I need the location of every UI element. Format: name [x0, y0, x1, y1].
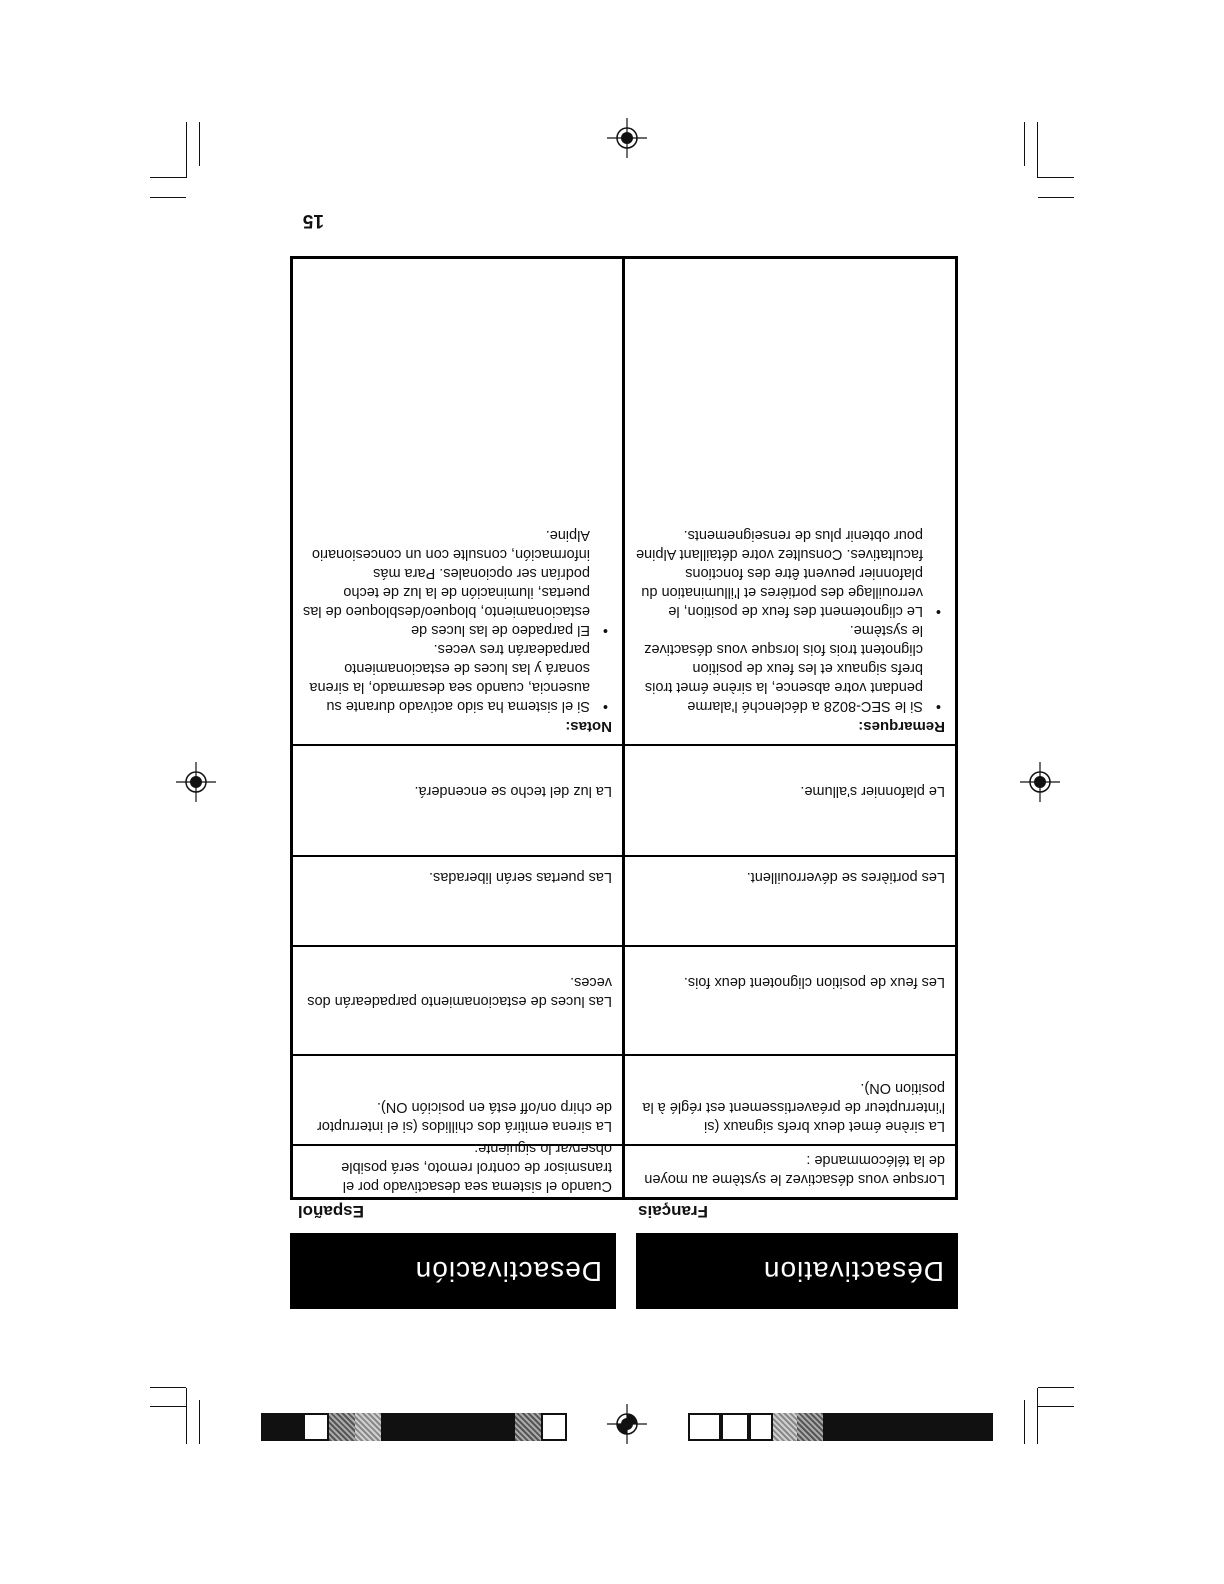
crop-mark [186, 122, 187, 178]
bullet-icon: • [935, 603, 941, 619]
row-text: Le plafonnier s'allume. [800, 783, 945, 799]
intro-text: Lorsque vous désactivez le système au moyen de la télécommande : [644, 1152, 945, 1187]
row-text: Les portières se déverrouillent. [746, 869, 945, 885]
page-number: 15 [302, 210, 324, 231]
table-row [293, 1056, 622, 1144]
note-text: Le clignotement des feux de position, le verrouillage des portières et l'illumination du plafonnier peuvent être des fonctions facultatives. Consultez votre détaillant Alpine pour obtenir plus de renseignements. [636, 527, 923, 619]
table-row [625, 746, 955, 855]
bullet-icon: • [935, 698, 941, 714]
table-row [625, 947, 955, 1054]
instructions-table [290, 256, 958, 1200]
row-text: La luz del techo se encenderá. [414, 783, 612, 799]
row-text: La sirène émet deux brefs signaux (si l'interrupteur de préavertissement est réglé à la position ON). [642, 1080, 945, 1134]
notes-cell [293, 259, 622, 744]
row-text: Las luces de estacionamiento parpadearán dos veces. [307, 974, 612, 1009]
crop-mark [150, 1406, 186, 1407]
notes-heading: Remarques: [858, 718, 945, 735]
section-title-spanish [290, 1233, 616, 1309]
crop-mark [1024, 122, 1025, 166]
table-row [625, 1056, 955, 1144]
list-item [635, 620, 945, 715]
table-row [625, 857, 955, 945]
crop-mark [186, 1388, 187, 1444]
crop-mark [150, 177, 186, 178]
row-text: Les feux de position clignotent deux fois. [683, 974, 945, 990]
crop-mark [199, 1400, 200, 1444]
registration-mark-icon [607, 1404, 647, 1444]
note-text: Si le SEC-8028 a déclenché l'alarme pendant votre absence, la sirène émet trois brefs signaux et les feux de position clignotent trois fois lorsque vous désactivez le système. [644, 622, 923, 714]
list-item [635, 525, 945, 620]
crop-mark [1038, 1387, 1074, 1388]
section-title-french [636, 1233, 958, 1309]
spanish-column [293, 259, 622, 1197]
crop-mark [150, 1387, 186, 1388]
language-label-french: Français [638, 1202, 708, 1221]
color-control-bar [688, 1413, 993, 1441]
list-item [303, 525, 612, 639]
row-text: La sirena emitirá dos chillidos (si el interruptor de chirp on/off está en posición ON). [317, 1099, 612, 1134]
crop-mark [1038, 1406, 1074, 1407]
intro-text: Cuando el sistema sea desactivado por el transmisor de control remoto, será posible observar lo siguiente: [341, 1140, 612, 1194]
spanish-title: Desactivación [414, 1256, 602, 1287]
note-text: El parpadeo de las luces de estacionamiento, bloqueo/desbloqueo de las puertas, iluminación de la luz de techo podrían ser opcionales. Para más información, consulte con un concesionario Alpine. [303, 527, 590, 638]
color-control-bar [261, 1413, 567, 1441]
registration-mark-icon [1020, 762, 1060, 802]
table-row [293, 746, 622, 855]
registration-mark-icon [607, 118, 647, 158]
crop-mark [199, 122, 200, 166]
list-item [303, 639, 612, 715]
bullet-icon: • [602, 622, 608, 638]
note-text: Si el sistema ha sido activado durante su ausencia, cuando sea desarmado, la sirena sonará y las luces de estacionamiento parpadearán tres veces. [309, 641, 590, 714]
table-row [293, 1140, 622, 1197]
bullet-icon: • [602, 698, 608, 714]
table-row [293, 857, 622, 945]
registration-mark-icon [176, 762, 216, 802]
notes-heading: Notas: [565, 718, 612, 735]
crop-mark [1037, 122, 1038, 178]
crop-mark [150, 197, 186, 198]
french-column [625, 259, 955, 1197]
table-row [293, 947, 622, 1054]
crop-mark [1038, 197, 1074, 198]
table-row [625, 1146, 955, 1197]
crop-mark [1037, 1388, 1038, 1444]
notes-cell [625, 259, 955, 744]
crop-mark [1038, 177, 1074, 178]
language-label-spanish: Español [297, 1202, 364, 1221]
french-title: Désactivation [762, 1256, 944, 1287]
row-text: Las puertas serán liberadas. [429, 869, 612, 885]
crop-mark [1024, 1400, 1025, 1444]
